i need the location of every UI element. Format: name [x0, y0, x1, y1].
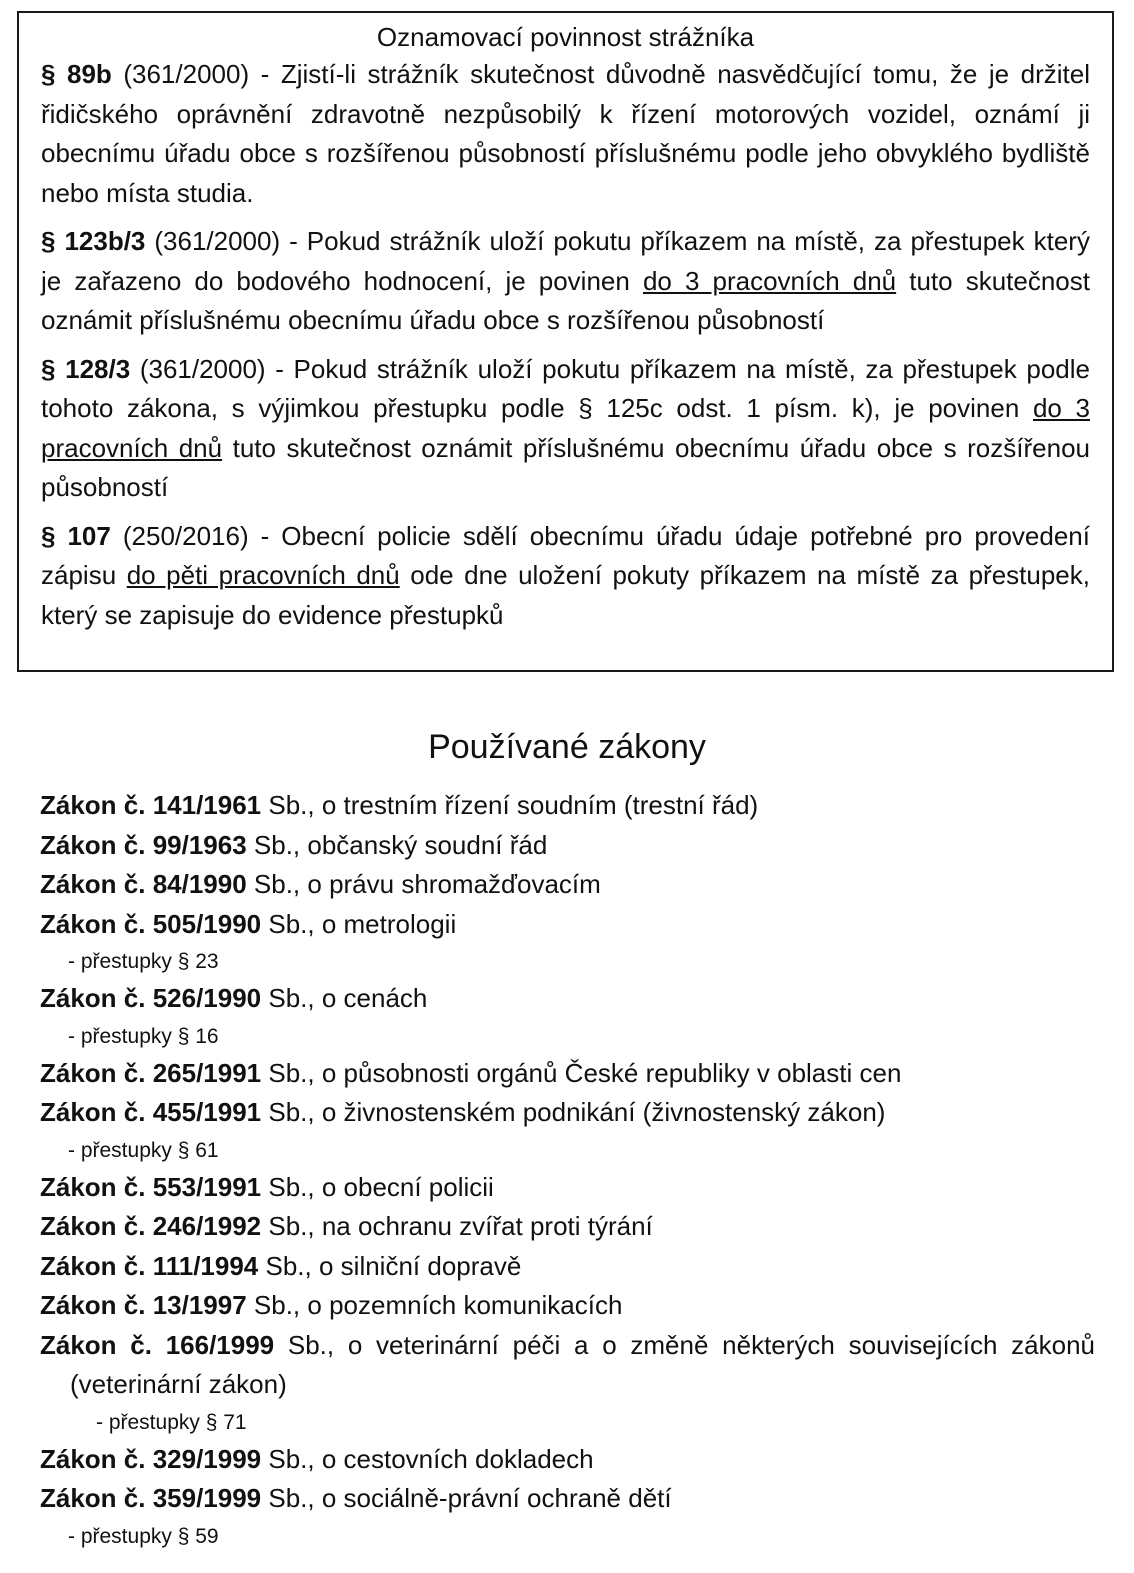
paragraph-text: ode dne uložení pokuty příkazem na místě za přestupek, který se zapisuje do evidence přestupků: [41, 560, 1090, 630]
notification-duty-box: [17, 11, 1114, 672]
paragraph-text: - Zjistí-li strážník skutečnost důvodně nasvědčující tomu, že je držitel řidičského oprávnění zdravotně nezpůsobilý k řízení motorových vozidel, oznámí ji obecnímu úřadu obce s rozšířenou působností příslušnému podle jeho obvyklého bydliště nebo místa studia.: [41, 59, 1090, 208]
law-item: [40, 826, 1095, 866]
section-ref: § 123b/3: [41, 226, 146, 256]
law-item: [40, 979, 1095, 1019]
deadline-text: do 3 pracovních dnů: [642, 265, 897, 296]
law-number: Zákon č. 553/1991: [40, 1171, 262, 1202]
law-description: Sb., o působnosti orgánů České republiky v oblasti cen: [261, 1057, 902, 1088]
law-number: Zákon č. 329/1999: [40, 1443, 262, 1474]
law-description: Sb., o živnostenském podnikání (živnostenský zákon): [261, 1097, 886, 1127]
law-number: Zákon č. 99/1963: [40, 829, 247, 860]
section-paragraph: [41, 517, 1090, 636]
law-description: Sb., o cestovních dokladech: [261, 1443, 594, 1474]
law-ref: (361/2000): [130, 353, 276, 384]
offence-note: - přestupky § 16: [68, 1024, 219, 1048]
law-item: [40, 1054, 1095, 1094]
law-item: [40, 905, 1095, 945]
law-item: [40, 1168, 1095, 1208]
law-item: [40, 1286, 1095, 1326]
law-description: Sb., o metrologii: [261, 908, 457, 939]
offence-note: - přestupky § 71: [96, 1410, 247, 1434]
law-number: Zákon č. 359/1999: [40, 1483, 262, 1513]
law-item: [40, 1479, 1095, 1519]
section-paragraph: [41, 55, 1090, 213]
paragraph-text: - Pokud strážník uloží pokutu příkazem na místě, za přestupek který je zařazeno do bodového hodnocení, je povinen: [41, 226, 1090, 296]
offence-note: - přestupky § 59: [68, 1524, 219, 1548]
law-description: Sb., o cenách: [261, 983, 428, 1013]
law-description: Sb., o silniční dopravě: [258, 1250, 522, 1281]
laws-heading: Používané zákony: [428, 728, 706, 766]
law-item: [40, 1093, 1095, 1133]
section-ref: § 107: [41, 520, 111, 551]
section-paragraph: [41, 350, 1090, 508]
law-item: [40, 1207, 1095, 1247]
deadline-text: do 3 pracovních dnů: [41, 393, 1090, 463]
section-ref: § 89b: [41, 59, 112, 89]
box-title: Oznamovací povinnost strážníka: [376, 22, 755, 52]
law-description: Sb., o právu shromažďovacím: [246, 869, 601, 899]
section-ref: § 128/3: [41, 353, 131, 384]
laws-list: [40, 786, 1095, 1554]
law-number: Zákon č. 84/1990: [40, 869, 247, 899]
offence-note: - přestupky § 23: [68, 950, 219, 973]
law-item: [40, 786, 1095, 826]
law-ref: (361/2000): [111, 59, 261, 89]
law-item: [40, 1247, 1095, 1287]
law-description: Sb., o pozemních komunikacích: [246, 1290, 623, 1320]
deadline-text: do pěti pracovních dnů: [126, 560, 400, 590]
law-description: Sb., na ochranu zvířat proti týrání: [261, 1211, 653, 1241]
law-number: Zákon č. 246/1992: [40, 1211, 262, 1241]
law-description: Sb., o sociálně-právní ochraně dětí: [261, 1483, 672, 1513]
law-item: [40, 1440, 1095, 1480]
section-paragraph: [41, 222, 1090, 341]
law-description: Sb., o obecní policii: [261, 1171, 494, 1202]
law-description: Sb., občanský soudní řád: [246, 829, 548, 860]
law-number: Zákon č. 111/1994: [40, 1250, 259, 1281]
law-item: [40, 1326, 1095, 1405]
law-description: Sb., o trestním řízení soudním (trestní řád): [261, 790, 759, 820]
paragraph-text: - Pokud strážník uloží pokutu příkazem na místě, za přestupek podle tohoto zákona, s výjimkou přestupku podle § 125c odst. 1 písm. k), je povinen: [41, 353, 1090, 423]
law-number: Zákon č. 13/1997: [40, 1290, 247, 1320]
law-number: Zákon č. 526/1990: [40, 983, 262, 1013]
paragraph-text: - Obecní policie sdělí obecnímu úřadu údaje potřebné pro provedení zápisu: [41, 520, 1090, 590]
law-ref: (250/2016): [110, 520, 261, 551]
paragraph-text: tuto skutečnost oznámit příslušnému obecnímu úřadu obce s rozšířenou působností: [41, 432, 1090, 502]
law-number: Zákon č. 455/1991: [40, 1097, 262, 1127]
paragraph-list: [41, 55, 1090, 635]
law-number: Zákon č. 505/1990: [40, 908, 262, 939]
law-number: Zákon č. 141/1961: [40, 790, 262, 820]
law-number: Zákon č. 166/1999: [40, 1329, 275, 1360]
law-description: Sb., o veterinární péči a o změně některých souvisejících zákonů (veterinární zákon): [70, 1329, 1096, 1399]
paragraph-text: tuto skutečnost oznámit příslušnému obecnímu úřadu obce s rozšířenou působností: [41, 265, 1090, 335]
law-item: [40, 865, 1095, 905]
law-number: Zákon č. 265/1991: [40, 1057, 262, 1088]
law-ref: (361/2000): [145, 226, 290, 256]
offence-note: - přestupky § 61: [68, 1138, 219, 1162]
